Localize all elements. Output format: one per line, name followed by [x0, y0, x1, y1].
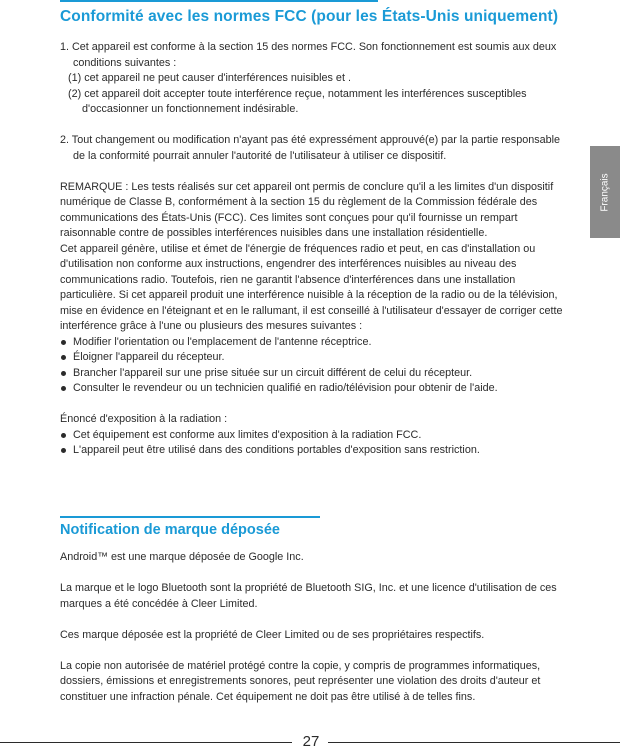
trademark-divider [60, 516, 320, 518]
footer-rule-left [0, 742, 292, 743]
fcc-item-1a: (1) cet appareil ne peut causer d'interférences nuisibles et . [68, 72, 351, 84]
copy-notice: La copie non autorisée de matériel protégé contre la copie, y compris de programmes informatiques, dossiers, émissions et enregistrements sonores, peut représenter une violation des droits d'auteur et constituer une infraction pénale. Cet équipement ne doit pas être utilisé à de telles fins. [60, 659, 541, 703]
fcc-item-2: 2. Tout changement ou modification n'ayant pas été expressément approuvé(e) par la partie responsable de la conformité pourrait annuler l'autorité de l'utilisateur à utiliser ce dispositif. [60, 134, 561, 162]
footer-rule-right [328, 742, 620, 743]
language-tab-label: Français [599, 172, 611, 212]
android-notice: Android™ est une marque déposée de Google Inc. [60, 551, 304, 563]
exposure-item: Cet équipement est conforme aux limites d'exposition à la radiation FCC. [60, 428, 572, 444]
language-tab [590, 146, 620, 238]
exposure-heading: Énoncé d'exposition à la radiation : [60, 413, 228, 425]
bluetooth-notice: La marque et le logo Bluetooth sont la propriété de Bluetooth SIG, Inc. et une licence d'utilisation de ces marques a été concédée à Cleer Limited. [60, 582, 557, 610]
measure-item: Modifier l'orientation ou l'emplacement de l'antenne réceptrice. [60, 335, 572, 351]
measure-item: Consulter le revendeur ou un technicien qualifié en radio/télévision pour obtenir de l'aide. [60, 381, 572, 397]
fcc-section [60, 40, 572, 459]
exposure-item: L'appareil peut être utilisé dans des conditions portables d'exposition sans restriction. [60, 443, 572, 459]
measure-item: Éloigner l'appareil du récepteur. [60, 350, 572, 366]
interference-paragraph: Cet appareil génère, utilise et émet de l'énergie de fréquences radio et peut, en cas d'installation ou d'utilisation non conforme aux instructions, engendrer des interférences nuisibles au niveau des communications radio. Toutefois, rien ne garantit l'absence d'interférences dans une installation particulière. Si cet appareil produit une interférence nuisible à la réception de la radio ou de la télévision, mise en évidence en l'éteignant et en le rallumant, il est conseillé à l'utilisateur d'essayer de corriger cette interférence grâce à l'une ou plusieurs des mesures suivantes : [60, 242, 563, 332]
top-divider [60, 0, 378, 2]
trademark-section [60, 550, 572, 705]
fcc-heading: Conformité avec les normes FCC (pour les États-Unis uniquement) [60, 8, 559, 25]
page-number: 27 [302, 733, 320, 750]
cleer-notice: Ces marque déposée est la propriété de Cleer Limited ou de ses propriétaires respectifs. [60, 628, 485, 641]
remarque-paragraph: REMARQUE : Les tests réalisés sur cet appareil ont permis de conclure qu'il a les limites d'un dispositif numérique de Classe B, conformément à la section 15 du règlement de la Commission fédérale des communications des États-Unis (FCC). Ces limites sont conçues pour qu'il fournisse un rempart raisonnable contre de possibles interférences nuisibles dans une installation résidentielle. [60, 180, 554, 239]
measure-item: Brancher l'appareil sur une prise située sur un circuit différent de celui du récepteur. [60, 366, 572, 382]
fcc-item-1: 1. Cet appareil est conforme à la section 15 des normes FCC. Son fonctionnement est soumis aux deux conditions suivantes : [60, 41, 557, 69]
trademark-heading: Notification de marque déposée [60, 522, 280, 538]
fcc-item-1b: (2) cet appareil doit accepter toute interférence reçue, notamment les interférences susceptibles d'occasionner un fonctionnement indésirable. [68, 87, 527, 115]
